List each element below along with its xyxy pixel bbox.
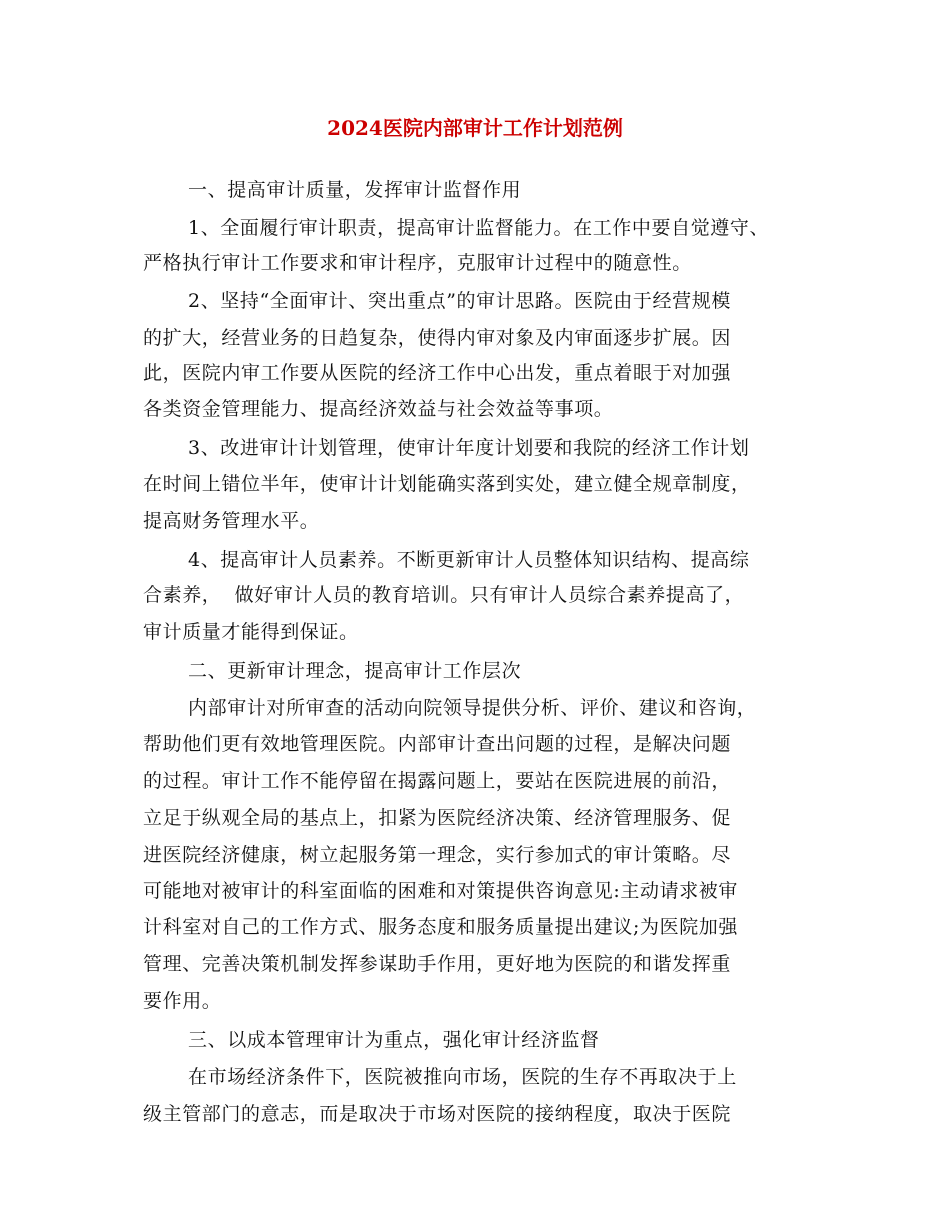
body-line: 此，医院内审工作要从医院的经济工作中心出发，重点着眼于对加强 [143, 362, 732, 384]
body-line: 3、改进审计计划管理，使审计年度计划要和我院的经济工作计划 [188, 437, 750, 459]
body-line: 一、提高审计质量，发挥审计监督作用 [188, 179, 522, 201]
body-line: 1、全面履行审计职责，提高审计监督能力。在工作中要自觉遵守、 [188, 217, 770, 239]
body-line: 在市场经济条件下，医院被推向市场，医院的生存不再取决于上 [188, 1066, 737, 1088]
body-line: 进医院经济健康，树立起服务第一理念，实行参加式的审计策略。尽 [143, 844, 732, 866]
body-line: 提高财务管理水平。 [143, 510, 320, 532]
body-line: 帮助他们更有效地管理医院。内部审计查出问题的过程，是解决问题 [143, 733, 732, 755]
body-line: 的过程。审计工作不能停留在揭露问题上，要站在医院进展的前沿， [143, 770, 732, 792]
document-title: 2024医院内部审计工作计划范例 [327, 116, 623, 140]
body-line: 在时间上错位半年，使审计计划能确实落到实处，建立健全规章制度， [143, 473, 751, 495]
body-line: 的扩大，经营业务的日趋复杂，使得内审对象及内审面逐步扩展。因 [143, 327, 732, 349]
body-line: 内部审计对所审查的活动向院领导提供分析、评价、建议和咨询， [188, 697, 757, 719]
body-line: 要作用。 [143, 990, 222, 1012]
body-line: 计科室对自己的工作方式、服务态度和服务质量提出建议;为医院加强 [143, 916, 739, 938]
body-line: 二、更新审计理念，提高审计工作层次 [188, 660, 522, 682]
body-line: 合素养， 做好审计人员的教育培训。只有审计人员综合素养提高了， [143, 584, 745, 606]
body-line: 可能地对被审计的科室面临的困难和对策提供咨询意见:主动请求被审 [143, 880, 739, 902]
body-line: 管理、完善决策机制发挥参谋助手作用，更好地为医院的和谐发挥重 [143, 953, 732, 975]
body-line: 审计质量才能得到保证。 [143, 621, 359, 643]
body-line: 各类资金管理能力、提高经济效益与社会效益等事项。 [143, 398, 614, 420]
body-line: 三、以成本管理审计为重点，强化审计经济监督 [188, 1029, 600, 1051]
body-line: 严格执行审计工作要求和审计程序，克服审计过程中的随意性。 [143, 252, 692, 274]
body-line: 立足于纵观全局的基点上，扣紧为医院经济决策、经济管理服务、促 [143, 807, 732, 829]
body-line: 2、坚持“全面审计、突出重点”的审计思路。医院由于经营规模 [188, 290, 731, 312]
body-line: 级主管部门的意志，而是取决于市场对医院的接纳程度，取决于医院 [143, 1103, 732, 1125]
body-line: 4、提高审计人员素养。不断更新审计人员整体知识结构、提高综 [188, 549, 750, 571]
